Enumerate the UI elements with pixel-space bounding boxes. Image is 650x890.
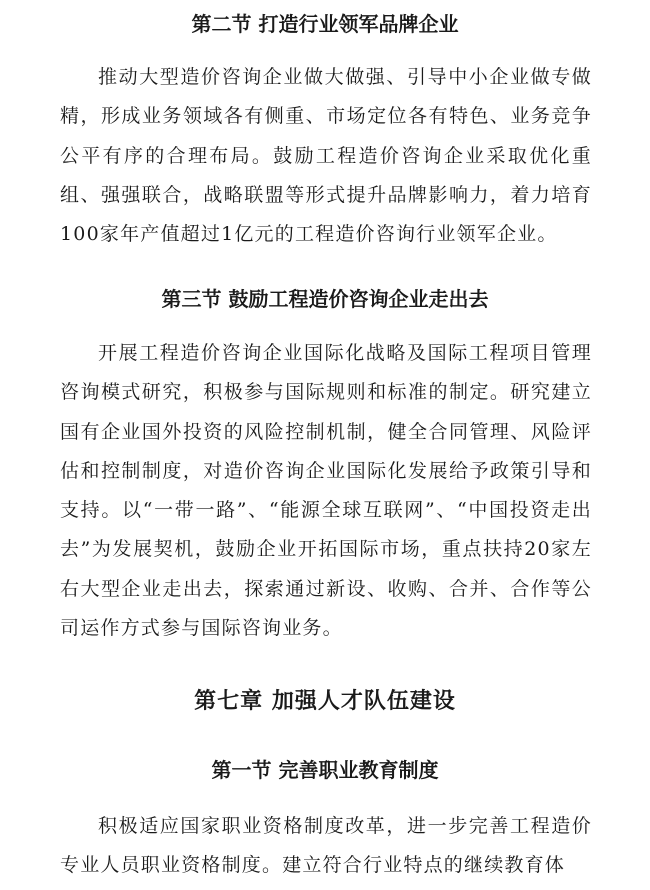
section-2-paragraph: 推动大型造价咨询企业做大做强、引导中小企业做专做精，形成业务领域各有侧重、市场定位各有特色、业务竞争公平有序的合理布局。鼓励工程造价咨询企业采取优化重组、强强联合，战略联盟等形式提升品牌影响力，着力培育100家年产值超过1亿元的工程造价咨询行业领军企业。 — [60, 66, 592, 246]
section-3-paragraph: 开展工程造价咨询企业国际化战略及国际工程项目管理咨询模式研究，积极参与国际规则和标准的制定。研究建立国有企业国外投资的风险控制机制，健全合同管理、风险评估和控制制度，对造价咨询企业国际化发展给予政策引导和支持。以“一带一路”、“能源全球互联网”、“中国投资走出去”为发展契机，鼓励企业开拓国际市场，重点扶持20家左右大型企业走出去，探索通过新设、收购、合并、合作等公司运作方式参与国际咨询业务。 — [60, 342, 592, 640]
chapter-7-section-1-paragraph: 积极适应国家职业资格制度改革，进一步完善工程造价专业人员职业资格制度。建立符合行业特点的继续教育体 — [60, 815, 592, 877]
section-2-heading: 第二节 打造行业领军品牌企业 — [191, 12, 459, 36]
chapter-7-section-1-heading: 第一节 完善职业教育制度 — [211, 758, 439, 782]
section-3-heading: 第三节 鼓励工程造价咨询企业走出去 — [161, 287, 489, 311]
chapter-7-heading: 第七章 加强人才队伍建设 — [194, 689, 456, 714]
